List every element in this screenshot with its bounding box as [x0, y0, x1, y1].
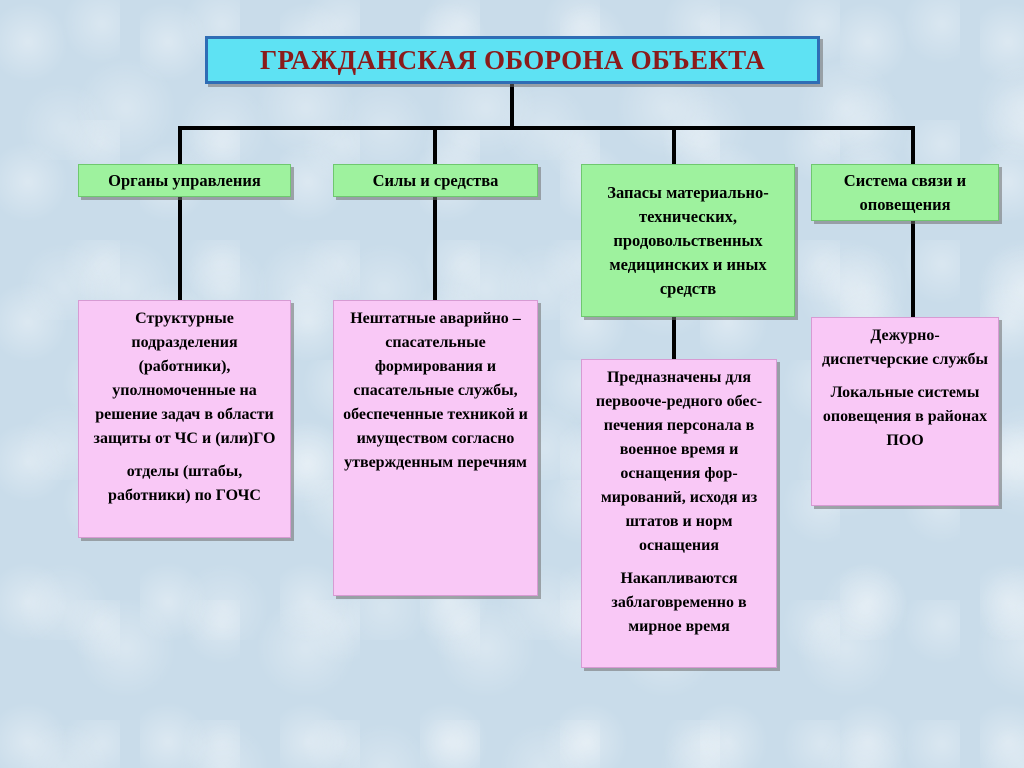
- category-label: Система связи и оповещения: [843, 170, 967, 214]
- connector-col4-top: [911, 126, 915, 164]
- category-label: Органы управления: [108, 170, 261, 190]
- connector-col4-bottom: [911, 220, 915, 318]
- category-forces-and-means: [333, 164, 538, 197]
- connector-col1-top: [178, 126, 182, 164]
- detail-text: отделы (штабы, работники) по ГОЧС: [108, 463, 261, 504]
- detail-supplies: [581, 359, 777, 668]
- connector-col2-top: [433, 126, 437, 164]
- detail-text: Предназначены для первооче-редного обес-печения персонала в военное время и оснащения фор-мирований, исходя из штатов и норм оснащения: [595, 369, 763, 554]
- connector-col3-bottom: [672, 316, 676, 360]
- detail-text: Нештатные аварийно – спасательные формирования и спасательные службы, обеспеченные техникой и имуществом согласно утвержденным перечням: [343, 310, 528, 471]
- category-management-bodies: [78, 164, 291, 197]
- category-label: Силы и средства: [372, 170, 499, 190]
- connector-col2-bottom: [433, 196, 437, 300]
- category-communication-system: [811, 164, 999, 221]
- detail-management-bodies: [78, 300, 291, 538]
- detail-communication-system: [811, 317, 999, 506]
- detail-text: Локальные системы оповещения в районах ПОО: [822, 384, 988, 449]
- category-label: Запасы материально-технических, продовольственных медицинских и иных средств: [607, 182, 769, 298]
- connector-col3-top: [672, 126, 676, 164]
- category-supplies: [581, 164, 795, 317]
- connector-horizontal: [178, 126, 915, 130]
- connector-col1-bottom: [178, 196, 182, 300]
- detail-text: Накапливаются заблаговременно в мирное время: [611, 570, 747, 635]
- detail-forces-and-means: [333, 300, 538, 596]
- detail-text: Структурные подразделения (работники), уполномоченные на решение задач в области защиты от ЧС и (или)ГО: [93, 310, 276, 447]
- connector-title-down: [510, 84, 514, 128]
- diagram-title: ГРАЖДАНСКАЯ ОБОРОНА ОБЪЕКТА: [205, 36, 820, 84]
- detail-text: Дежурно-диспетчерские службы: [821, 327, 988, 368]
